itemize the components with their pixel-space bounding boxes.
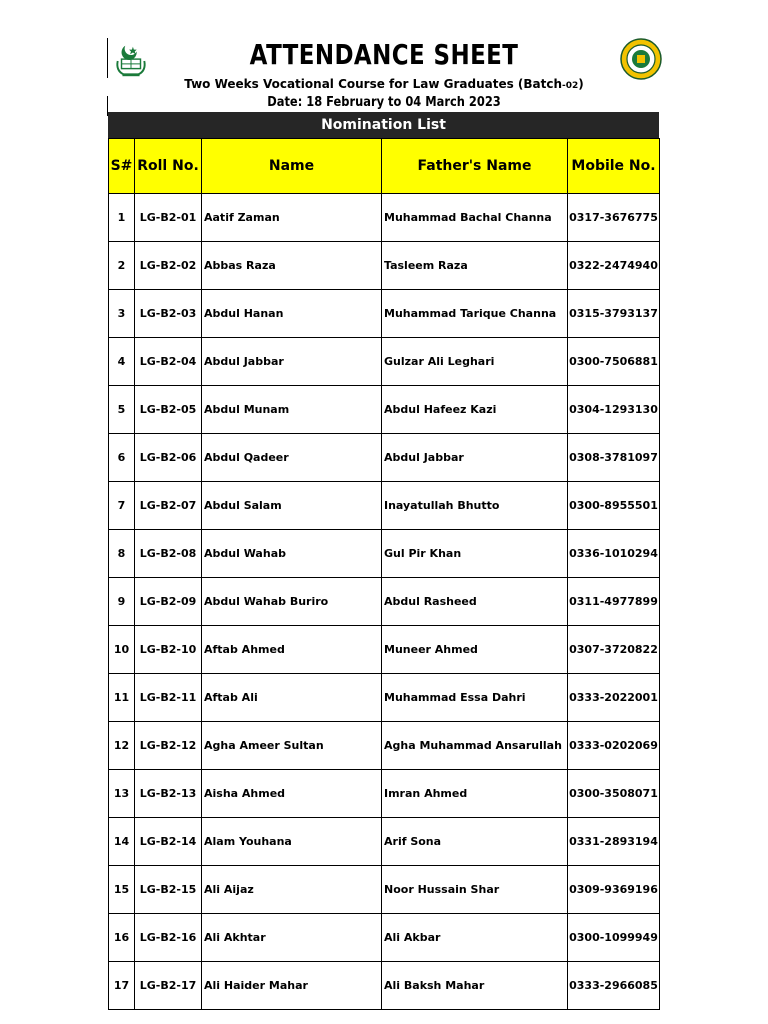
subtitle-main: Two Weeks Vocational Course for Law Graduates (Batch (184, 77, 563, 91)
cell-name: Ali Akhtar (202, 914, 382, 962)
cell-roll-no: LG-B2-12 (135, 722, 202, 770)
cell-mobile-no: 0331-2893194 (568, 818, 660, 866)
cell-fathers-name: Muneer Ahmed (382, 626, 568, 674)
table-body (109, 194, 660, 1010)
table-row (109, 242, 660, 290)
cell-roll-no: LG-B2-14 (135, 818, 202, 866)
cell-roll-no: LG-B2-01 (135, 194, 202, 242)
course-subtitle (0, 77, 768, 91)
cell-serial: 7 (109, 482, 135, 530)
table-header-row (109, 139, 660, 194)
cell-fathers-name: Inayatullah Bhutto (382, 482, 568, 530)
column-header-fathers-name: Father's Name (382, 139, 568, 194)
cell-mobile-no: 0317-3676775 (568, 194, 660, 242)
cell-roll-no: LG-B2-04 (135, 338, 202, 386)
cell-roll-no: LG-B2-02 (135, 242, 202, 290)
table-row (109, 386, 660, 434)
cell-fathers-name: Agha Muhammad Ansarullah (382, 722, 568, 770)
cell-roll-no: LG-B2-13 (135, 770, 202, 818)
course-date: Date: 18 February to 04 March 2023 (267, 95, 501, 110)
cell-fathers-name: Arif Sona (382, 818, 568, 866)
cell-fathers-name: Abdul Jabbar (382, 434, 568, 482)
cell-name: Abdul Salam (202, 482, 382, 530)
cell-roll-no: LG-B2-08 (135, 530, 202, 578)
cell-name: Ali Aijaz (202, 866, 382, 914)
cell-fathers-name: Imran Ahmed (382, 770, 568, 818)
cell-fathers-name: Muhammad Essa Dahri (382, 674, 568, 722)
cell-serial: 1 (109, 194, 135, 242)
cell-name: Aisha Ahmed (202, 770, 382, 818)
cell-mobile-no: 0322-2474940 (568, 242, 660, 290)
cell-serial: 4 (109, 338, 135, 386)
cell-roll-no: LG-B2-07 (135, 482, 202, 530)
cell-roll-no: LG-B2-16 (135, 914, 202, 962)
table-row (109, 674, 660, 722)
cell-serial: 11 (109, 674, 135, 722)
cell-mobile-no: 0300-3508071 (568, 770, 660, 818)
cell-mobile-no: 0311-4977899 (568, 578, 660, 626)
cell-fathers-name: Ali Akbar (382, 914, 568, 962)
cell-mobile-no: 0300-1099949 (568, 914, 660, 962)
cell-fathers-name: Ali Baksh Mahar (382, 962, 568, 1010)
cell-serial: 15 (109, 866, 135, 914)
cell-roll-no: LG-B2-06 (135, 434, 202, 482)
cell-roll-no: LG-B2-17 (135, 962, 202, 1010)
cell-serial: 3 (109, 290, 135, 338)
cell-mobile-no: 0308-3781097 (568, 434, 660, 482)
cell-fathers-name: Abdul Rasheed (382, 578, 568, 626)
table-row (109, 914, 660, 962)
cell-name: Aftab Ahmed (202, 626, 382, 674)
table-row (109, 194, 660, 242)
cell-name: Abdul Munam (202, 386, 382, 434)
cell-serial: 13 (109, 770, 135, 818)
cell-mobile-no: 0300-8955501 (568, 482, 660, 530)
cell-name: Ali Haider Mahar (202, 962, 382, 1010)
nomination-list-banner: Nomination List (108, 112, 659, 138)
cell-serial: 5 (109, 386, 135, 434)
cell-serial: 2 (109, 242, 135, 290)
table-row (109, 722, 660, 770)
cell-serial: 6 (109, 434, 135, 482)
cell-mobile-no: 0333-0202069 (568, 722, 660, 770)
cell-roll-no: LG-B2-10 (135, 626, 202, 674)
cell-fathers-name: Gulzar Ali Leghari (382, 338, 568, 386)
cell-mobile-no: 0315-3793137 (568, 290, 660, 338)
column-header-mobile-no: Mobile No. (568, 139, 660, 194)
table-row (109, 770, 660, 818)
table-row (109, 434, 660, 482)
cell-roll-no: LG-B2-11 (135, 674, 202, 722)
cell-mobile-no: 0300-7506881 (568, 338, 660, 386)
cell-mobile-no: 0309-9369196 (568, 866, 660, 914)
cell-fathers-name: Muhammad Bachal Channa (382, 194, 568, 242)
cell-mobile-no: 0336-1010294 (568, 530, 660, 578)
cell-mobile-no: 0304-1293130 (568, 386, 660, 434)
cell-serial: 17 (109, 962, 135, 1010)
table-row (109, 818, 660, 866)
table-row (109, 530, 660, 578)
column-header-name: Name (202, 139, 382, 194)
cell-serial: 16 (109, 914, 135, 962)
column-header-roll-no: Roll No. (135, 139, 202, 194)
subtitle-end: ) (578, 77, 584, 91)
table-row (109, 578, 660, 626)
cell-serial: 14 (109, 818, 135, 866)
cell-roll-no: LG-B2-15 (135, 866, 202, 914)
cell-name: Abdul Jabbar (202, 338, 382, 386)
cell-mobile-no: 0307-3720822 (568, 626, 660, 674)
cell-mobile-no: 0333-2966085 (568, 962, 660, 1010)
cell-name: Abdul Wahab (202, 530, 382, 578)
column-header-serial: S# (109, 139, 135, 194)
cell-roll-no: LG-B2-03 (135, 290, 202, 338)
table-row (109, 962, 660, 1010)
cell-name: Abdul Qadeer (202, 434, 382, 482)
subtitle-batch-number: -02 (562, 81, 579, 91)
cell-serial: 9 (109, 578, 135, 626)
cell-serial: 10 (109, 626, 135, 674)
table-row (109, 338, 660, 386)
page-title: ATTENDANCE SHEET (249, 38, 519, 71)
cell-roll-no: LG-B2-09 (135, 578, 202, 626)
cell-serial: 8 (109, 530, 135, 578)
cell-serial: 12 (109, 722, 135, 770)
table-row (109, 482, 660, 530)
table-row (109, 866, 660, 914)
cell-name: Aatif Zaman (202, 194, 382, 242)
cell-fathers-name: Muhammad Tarique Channa (382, 290, 568, 338)
table-row (109, 626, 660, 674)
cell-fathers-name: Noor Hussain Shar (382, 866, 568, 914)
cell-name: Aftab Ali (202, 674, 382, 722)
cell-name: Alam Youhana (202, 818, 382, 866)
cell-fathers-name: Gul Pir Khan (382, 530, 568, 578)
nomination-table (108, 138, 660, 1010)
nomination-table-section (108, 112, 659, 1010)
cell-mobile-no: 0333-2022001 (568, 674, 660, 722)
cell-name: Abdul Hanan (202, 290, 382, 338)
cell-name: Abdul Wahab Buriro (202, 578, 382, 626)
cell-fathers-name: Abdul Hafeez Kazi (382, 386, 568, 434)
cell-name: Agha Ameer Sultan (202, 722, 382, 770)
cell-name: Abbas Raza (202, 242, 382, 290)
table-row (109, 290, 660, 338)
cell-fathers-name: Tasleem Raza (382, 242, 568, 290)
cell-roll-no: LG-B2-05 (135, 386, 202, 434)
